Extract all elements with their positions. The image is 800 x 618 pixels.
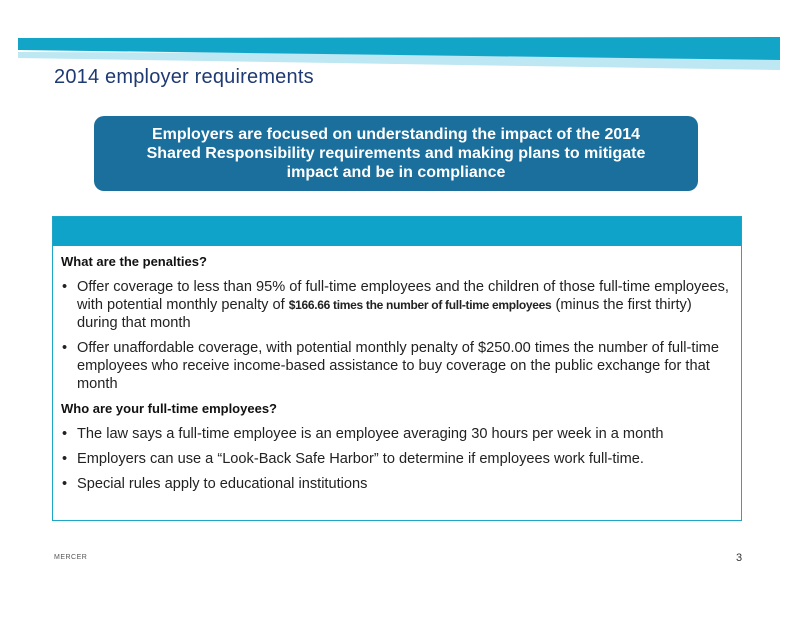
- list-item: [61, 425, 731, 443]
- page-title: 2014 employer requirements: [54, 66, 314, 88]
- penalty-text-start: Offer coverage to less than 95% of full-time employees and the children of those full-time employees, with potential monthly penalty of: [77, 279, 729, 313]
- callout-text: Employers are focused on understanding the impact of the 2014 Shared Responsibility requirements and making plans to mitigate impact and be in compliance: [146, 126, 646, 181]
- penalties-list: [61, 278, 731, 393]
- list-item: [61, 475, 731, 493]
- bullet-icon: •: [62, 426, 68, 442]
- employee-rule-text: Special rules apply to educational institutions: [77, 476, 368, 492]
- list-item: [61, 278, 731, 332]
- bullet-icon: •: [62, 340, 68, 356]
- list-item: [61, 339, 731, 393]
- panel-header-bar: [53, 217, 741, 246]
- question-penalties: What are the penalties?: [61, 254, 207, 269]
- bullet-icon: •: [62, 476, 68, 492]
- question-employees: Who are your full-time employees?: [61, 401, 277, 416]
- employee-rule-text: Employers can use a “Look-Back Safe Harbor” to determine if employees work full-time.: [77, 451, 644, 467]
- employee-rule-text: The law says a full-time employee is an employee averaging 30 hours per week in a month: [77, 426, 664, 442]
- footer-brand: MERCER: [54, 554, 88, 561]
- penalty-text: Offer unaffordable coverage, with potential monthly penalty of $250.00 times the number of full-time employees who receive income-based assistance to buy coverage on the public exchange for that month: [77, 340, 719, 392]
- callout-box: [94, 116, 698, 191]
- bullet-icon: •: [62, 451, 68, 467]
- penalty-text-end: (minus the first thirty) during that month: [77, 297, 692, 331]
- bullet-icon: •: [62, 279, 68, 295]
- penalty-amount-emphasis: $166.66 times the number of full-time employees: [288, 298, 552, 312]
- employees-list: [61, 425, 731, 493]
- page-number: 3: [736, 552, 743, 564]
- content-panel: [52, 216, 742, 521]
- list-item: [61, 450, 731, 468]
- panel-body: [53, 246, 741, 493]
